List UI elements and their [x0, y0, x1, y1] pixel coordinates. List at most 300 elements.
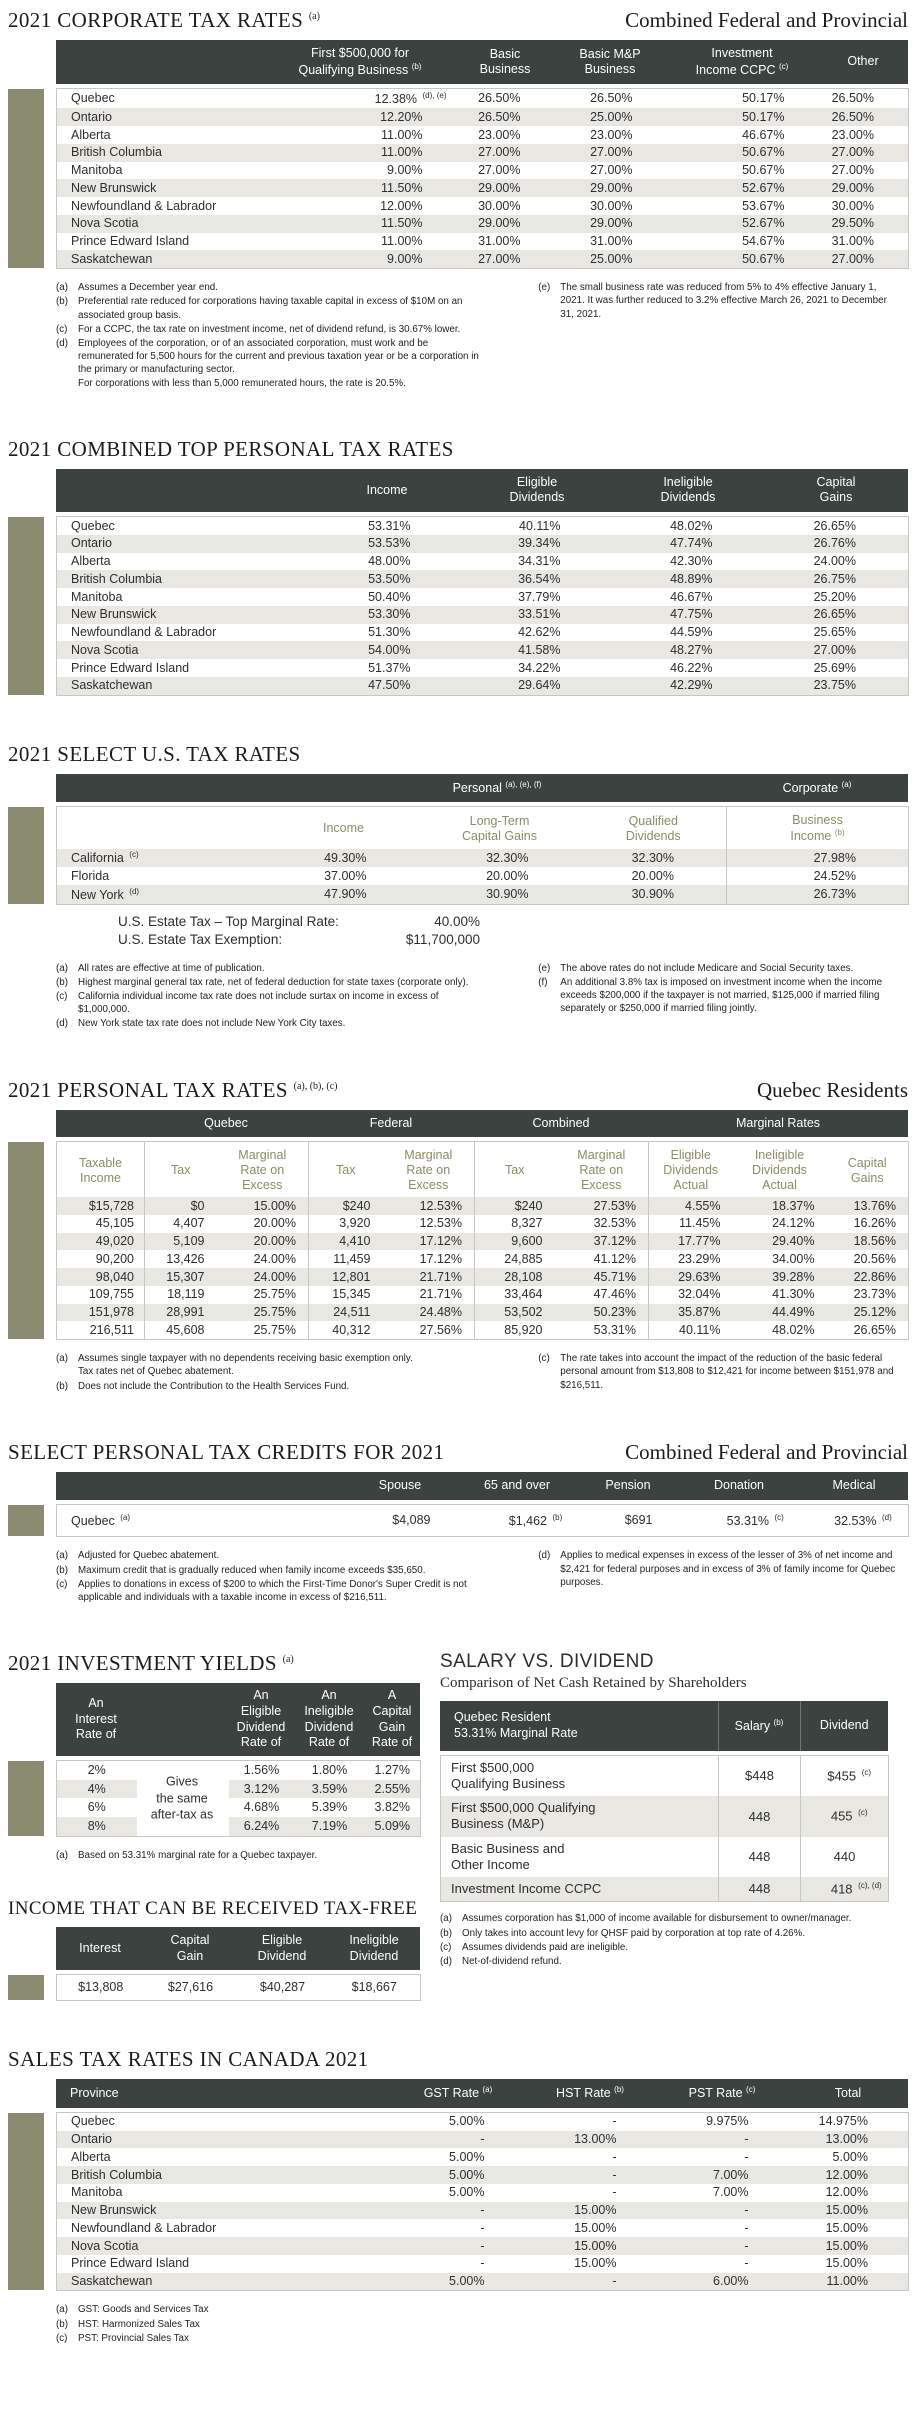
column-header: Income	[269, 807, 419, 849]
us-estate-tax-block	[56, 913, 908, 949]
table-row	[57, 677, 909, 695]
cell: 39.34%	[518, 536, 561, 551]
section-title: SALES TAX RATES IN CANADA 2021	[8, 2047, 369, 2071]
cell: 50.17%	[742, 109, 785, 124]
table-body-holder	[56, 2112, 908, 2292]
footnote-label: (d)	[56, 1018, 68, 1030]
footnote-label: (c)	[56, 990, 68, 1002]
table-body-holder	[56, 1974, 420, 2001]
cell: 27.00%	[831, 163, 874, 178]
column-header: GST Rate $^{(a)}$	[392, 2079, 524, 2108]
table-row	[57, 1268, 909, 1286]
cell: 17.77%	[649, 1233, 733, 1251]
cell: 15.00%	[574, 2203, 617, 2218]
column-header: Combined	[474, 1110, 648, 1138]
table-row	[57, 588, 909, 606]
cell: -	[612, 2149, 617, 2164]
section-header	[8, 437, 908, 462]
cell: 26.75%	[813, 571, 856, 586]
yields-table	[56, 1760, 421, 1837]
cell: 26.50%	[478, 109, 521, 124]
cell: Alberta	[71, 2149, 111, 2164]
footnote	[56, 1380, 492, 1393]
table-row	[57, 641, 909, 659]
cell: 7.19%	[311, 1819, 348, 1834]
cell: 3.12%	[243, 1781, 280, 1796]
section-income-tax-free	[8, 1898, 420, 2001]
cell: 418 $^{(c), (d)}$	[801, 1877, 889, 1902]
column-header: A Capital Gain Rate of	[364, 1683, 420, 1756]
cell: 1.27%	[374, 1762, 410, 1777]
column-header: First $500,000 for Qualifying Business $^{(b)}$	[264, 40, 456, 84]
footnote	[538, 1549, 908, 1589]
cell: 42.30%	[670, 554, 713, 569]
cell: 5.09%	[374, 1819, 410, 1834]
column-header: Marginal Rate on Excess	[555, 1142, 649, 1198]
cell: Manitoba	[71, 2185, 123, 2200]
cell: -	[744, 2203, 749, 2218]
cell: 26.65%	[813, 518, 856, 533]
footnote-text: Employees of the corporation, or of an associated corporation, must work and be remunerated for 5,500 hours for the current and previous taxation year or be a corporation in the primary or manufacturing sector. For corporations with less than 5,000 remunerated hours, the rate is 20.5%.	[78, 337, 479, 389]
section-investment-yields	[8, 1651, 420, 1862]
cell: 54.67%	[742, 234, 785, 249]
cell: 17.12%	[419, 1251, 462, 1266]
cell: 26.50%	[831, 91, 874, 106]
cell: 40,312	[309, 1321, 383, 1339]
cell: 35.87%	[649, 1304, 733, 1322]
cell: 6.24%	[243, 1819, 280, 1834]
section-right-title: Quebec Residents	[756, 1077, 908, 1102]
cell: 6%	[87, 1800, 106, 1815]
cell: 46.67%	[742, 127, 785, 142]
corporate-table	[56, 88, 909, 269]
cell: 26.65%	[853, 1322, 896, 1337]
top-personal-table-body	[57, 517, 909, 696]
cell: New Brunswick	[71, 607, 157, 622]
cell: -	[612, 2185, 617, 2200]
column-header	[57, 807, 269, 849]
footnote-text: Applies to medical expenses in excess of the lesser of 3% of net income and $2,421 for federal purposes and in excess of 3% of family income for Quebec purposes.	[560, 1550, 896, 1588]
footnote	[440, 1927, 888, 1940]
footnote-text: All rates are effective at time of publication.	[78, 962, 265, 974]
table-row	[57, 197, 909, 215]
cell: New Brunswick	[71, 180, 157, 195]
footnotes-right	[538, 1352, 908, 1394]
cell: $4,089	[392, 1513, 431, 1528]
cell: 15.00%	[574, 2220, 617, 2235]
footnote-text: PST: Provincial Sales Tax	[78, 2332, 189, 2344]
footnote-label: (a)	[56, 962, 68, 974]
cell: 151,978	[88, 1305, 134, 1320]
qc-table-body	[57, 1197, 909, 1340]
table-row	[57, 233, 909, 251]
column-header: Taxable Income	[57, 1142, 145, 1198]
column-header: Medical	[800, 1472, 908, 1500]
footnotes-left	[56, 1549, 492, 1605]
cell: 31.00%	[590, 234, 633, 249]
cell: 29.50%	[831, 216, 874, 231]
cell: 32.30%	[486, 850, 529, 865]
footnote-text: The small business rate was reduced from 5% to 4% effective January 1, 2021. It was further reduced to 3.2% effective March 26, 2021 to December 31, 2021.	[560, 282, 887, 320]
olive-tab	[8, 1761, 44, 1836]
cell: 46.67%	[670, 589, 713, 604]
cell: 46.22%	[670, 660, 713, 675]
footnote-label: (c)	[56, 323, 68, 335]
cell: 5.00%	[449, 2167, 485, 2182]
sales-table-header	[56, 2079, 908, 2108]
footnote-label: (b)	[440, 1927, 452, 1939]
footnote-text: New York state tax rate does not include New York City taxes.	[78, 1018, 346, 1030]
cell: 40.11%	[519, 518, 561, 533]
cell: New Brunswick	[71, 2203, 157, 2218]
top-personal-table	[56, 516, 909, 696]
cell: 27.00%	[831, 251, 874, 266]
cell: 44.49%	[772, 1305, 815, 1320]
column-header	[56, 1110, 144, 1138]
table-row	[57, 1304, 909, 1322]
cell: First $500,000 Qualifying Business (M&P)	[451, 1800, 596, 1832]
cell: 21.71%	[419, 1287, 462, 1302]
footnote	[56, 1017, 492, 1030]
column-header: Spouse	[344, 1472, 456, 1500]
table-row	[57, 570, 909, 588]
header-row	[56, 469, 908, 512]
cell: 90,200	[95, 1251, 134, 1266]
cell: 11.50%	[381, 216, 423, 231]
taxfree-table-header	[56, 1927, 420, 1970]
table-row	[57, 1780, 421, 1799]
cell: 45,608	[145, 1321, 217, 1339]
cell: 448	[719, 1877, 801, 1902]
footnote-label: (a)	[56, 1353, 68, 1365]
header-row	[56, 1472, 908, 1500]
footnotes-right	[538, 1549, 908, 1605]
table-body-holder	[440, 1755, 888, 1903]
section-title: 2021 COMBINED TOP PERSONAL TAX RATES	[8, 436, 454, 461]
olive-tab	[8, 89, 44, 268]
cell: 37.12%	[593, 1234, 636, 1249]
footnote-label: (a)	[56, 282, 68, 294]
table-row	[57, 1975, 421, 2001]
footnote-text: For a CCPC, the tax rate on investment income, net of dividend refund, is 30.67% lower.	[78, 323, 461, 335]
column-header: Salary $^{(b)}$	[718, 1701, 800, 1750]
section-right-title: Combined Federal and Provincial	[625, 1439, 908, 1464]
cell: 29.00%	[590, 216, 633, 231]
estate-exemption-value: $11,700,000	[405, 932, 480, 948]
cell: 51.37%	[368, 660, 411, 675]
cell: 4.68%	[243, 1800, 280, 1815]
footnote-text: An additional 3.8% tax is imposed on investment income when the income exceeds $200,000 if the taxpayer is not married, $125,000 if married filing separately or $250,000 if married filing jointly.	[560, 976, 883, 1015]
column-header: Investment Income CCPC $^{(c)}$	[666, 40, 818, 84]
cell: 50.17%	[742, 91, 785, 106]
column-header: Ineligible Dividends	[612, 469, 764, 512]
cell: California $^{(c)}$	[71, 850, 139, 866]
footnote-label: (b)	[56, 296, 68, 308]
table-row	[57, 1197, 909, 1215]
cell: 5.00%	[449, 2274, 485, 2289]
two-column-area	[8, 1651, 908, 2001]
cell: 47.90%	[324, 887, 367, 902]
cell: 47.74%	[670, 536, 713, 551]
column-header: 65 and over	[456, 1472, 578, 1500]
cell: Prince Edward Island	[71, 234, 190, 249]
cell: Ontario	[71, 536, 112, 551]
cell: 9,600	[475, 1233, 555, 1251]
qc-table-group-header	[56, 1110, 908, 1138]
cell: 13.76%	[853, 1198, 896, 1213]
cell: 14.975%	[818, 2114, 868, 2129]
cell: 26.50%	[590, 91, 633, 106]
table-row	[57, 2166, 909, 2184]
cell: 52.67%	[742, 180, 785, 195]
cell: 5.00%	[449, 2185, 485, 2200]
cell: 1.80%	[311, 1762, 348, 1777]
footnote-text: Does not include the Contribution to the Health Services Fund.	[78, 1380, 350, 1392]
cell: British Columbia	[71, 2167, 163, 2182]
cell: $691	[624, 1513, 653, 1528]
cell: 48.02%	[772, 1322, 815, 1337]
cell: 50.67%	[742, 251, 785, 266]
olive-tab	[8, 1142, 44, 1339]
cell: 40.11%	[649, 1321, 733, 1339]
footnote-label: (c)	[56, 2332, 68, 2344]
cell: 25.75%	[253, 1322, 296, 1337]
cell: 45,105	[95, 1216, 134, 1231]
table-row	[57, 553, 909, 571]
cell: 28,991	[145, 1304, 217, 1322]
cell: 41.30%	[772, 1287, 815, 1302]
table-row	[57, 2255, 909, 2273]
cell: Prince Edward Island	[71, 2256, 190, 2271]
cell: 53.53%	[368, 536, 411, 551]
table-row	[57, 108, 909, 126]
cell: British Columbia	[71, 571, 163, 586]
cell: 2%	[87, 1762, 106, 1777]
table-body-holder	[56, 1141, 908, 1340]
yields-table-body	[57, 1760, 421, 1836]
cell: 27.98%	[727, 849, 909, 868]
cell: Manitoba	[71, 589, 123, 604]
column-header: An Ineligible Dividend Rate of	[294, 1683, 364, 1756]
cell: -	[744, 2238, 749, 2253]
cell: Newfoundland & Labrador	[71, 198, 217, 213]
footnote-text: GST: Goods and Services Tax	[78, 2304, 209, 2316]
footnote	[56, 1578, 492, 1604]
column-header: Eligible Dividend	[236, 1927, 328, 1970]
table-row	[57, 2112, 909, 2130]
estate-tax-rate-row	[118, 913, 908, 931]
footnote	[440, 1941, 888, 1954]
footnote-label: (e)	[538, 962, 551, 974]
table-row	[57, 1504, 909, 1537]
cell: 24,511	[309, 1304, 383, 1322]
cell: 5.00%	[449, 2114, 485, 2129]
cell: 23.00%	[478, 127, 521, 142]
cell: 18,119	[145, 1286, 217, 1304]
table-row	[57, 215, 909, 233]
cell: 53.30%	[368, 607, 411, 622]
cell: 21.71%	[419, 1269, 462, 1284]
cell: 25.75%	[253, 1305, 296, 1320]
credits-table	[56, 1504, 909, 1538]
cell: -	[612, 2167, 617, 2182]
column-header: Other	[818, 40, 908, 84]
footnote	[538, 1352, 908, 1392]
table-row	[57, 1817, 421, 1836]
credits-table-header	[56, 1472, 908, 1500]
cell: 8,327	[475, 1215, 555, 1233]
table-body-holder	[56, 516, 908, 696]
cell: 48.27%	[670, 642, 713, 657]
cell: 18.56%	[853, 1234, 896, 1249]
cell: 5.39%	[311, 1800, 348, 1815]
column-header	[56, 40, 264, 84]
table-row	[57, 1321, 909, 1339]
cell: 29.40%	[772, 1234, 815, 1249]
cell: -	[480, 2238, 485, 2253]
cell: 49,020	[95, 1234, 134, 1249]
olive-tab	[8, 1975, 44, 2000]
table-row	[57, 535, 909, 553]
section-title: 2021 PERSONAL TAX RATES $^{(a), (b), (c)}$	[8, 1077, 338, 1102]
cell: 26.50%	[478, 91, 521, 106]
footnote-label: (a)	[56, 2304, 68, 2316]
section-header	[8, 1078, 908, 1103]
table-area	[8, 1110, 908, 1341]
cell: 50.67%	[742, 145, 785, 160]
column-header: Capital Gains	[827, 1142, 909, 1198]
footnote	[56, 1549, 492, 1562]
right-column	[440, 1651, 888, 2001]
cell: 22.86%	[853, 1269, 896, 1284]
cell: $27,616	[167, 1980, 214, 1995]
header-row	[56, 40, 908, 84]
table-row	[57, 126, 909, 144]
table-row	[57, 2148, 909, 2166]
cell: Nova Scotia	[71, 216, 139, 231]
cell: 23.73%	[853, 1287, 896, 1302]
cell: 41.58%	[518, 642, 561, 657]
cell: 24.52%	[727, 867, 909, 885]
cell: 53,502	[475, 1304, 555, 1322]
cell: 42.62%	[518, 625, 561, 640]
cell: -	[612, 2274, 617, 2289]
cell: -	[480, 2203, 485, 2218]
footnote-label: (b)	[56, 2318, 68, 2330]
cell: 30.90%	[631, 887, 674, 902]
cell: 15.00%	[825, 2220, 868, 2235]
footnote	[56, 1849, 420, 1862]
taxfree-table-body	[57, 1975, 421, 2001]
column-header: Tax	[145, 1142, 217, 1198]
table-area	[8, 1472, 908, 1538]
column-header: Dividend	[800, 1701, 888, 1750]
cell: 18.37%	[772, 1198, 815, 1213]
cell: 20.56%	[853, 1251, 896, 1266]
column-header: Ineligible Dividends Actual	[733, 1142, 827, 1198]
column-header: Basic Business	[456, 40, 554, 84]
cell: 33.51%	[518, 607, 561, 622]
cell: $1,462 $^{(b)}$	[508, 1512, 563, 1528]
footnotes-right	[538, 962, 908, 1032]
footnotes	[8, 962, 908, 1032]
footnote	[56, 2318, 908, 2331]
cell: 48.02%	[670, 518, 713, 533]
table-body-holder	[56, 1760, 420, 1837]
cell: 12.53%	[419, 1198, 462, 1213]
footnote	[56, 281, 492, 294]
footnote-text: California individual income tax rate does not include surtax on income in excess of $1,000,000.	[78, 990, 439, 1016]
cell: 27.00%	[590, 145, 633, 160]
table-area	[8, 40, 908, 269]
column-header: Donation	[678, 1472, 800, 1500]
cell: 4,410	[309, 1233, 383, 1251]
cell: Alberta	[71, 554, 111, 569]
cell: 24.12%	[772, 1216, 815, 1231]
salary-table-header	[440, 1701, 888, 1750]
us-table-group-header	[56, 774, 908, 803]
footnote	[56, 976, 492, 989]
footnote-label: (e)	[538, 282, 551, 294]
cell: 50.67%	[742, 163, 785, 178]
cell: 52.67%	[742, 216, 785, 231]
table-row	[57, 517, 909, 535]
footnote-label: (c)	[440, 1941, 452, 1953]
table-area	[8, 774, 908, 950]
column-header: Tax	[309, 1142, 383, 1198]
cell: 51.30%	[368, 625, 411, 640]
section-title: 2021 INVESTMENT YIELDS $^{(a)}$	[8, 1651, 294, 1676]
footnote-text: The rate takes into account the impact of the reduction of the basic federal personal amount from $13,808 to $12,421 for income between $151,978 and $216,511.	[560, 1353, 894, 1391]
cell: 15.00%	[825, 2203, 868, 2218]
cell: 24.48%	[419, 1305, 462, 1320]
subheader-row	[57, 807, 909, 849]
cell: 4.55%	[649, 1197, 733, 1215]
section-right-title: Combined Federal and Provincial	[625, 8, 908, 32]
cell: 12.53%	[419, 1216, 462, 1231]
group-header-row	[56, 1110, 908, 1138]
cell: Quebec $^{(a)}$	[71, 1512, 131, 1528]
column-header: Basic M&P Business	[554, 40, 666, 84]
cell: 3.82%	[374, 1800, 410, 1815]
footnote	[56, 337, 492, 390]
cell: 15.00%	[253, 1198, 296, 1213]
section-title: SALARY VS. DIVIDEND	[440, 1651, 654, 1673]
olive-tab	[8, 807, 44, 904]
cell: 34.31%	[518, 554, 561, 569]
footnotes	[8, 1849, 420, 1862]
salary-table-body	[441, 1755, 889, 1902]
table-row	[57, 1798, 421, 1817]
column-header: Corporate $^{(a)}$	[726, 774, 908, 803]
cell: 7.00%	[713, 2167, 749, 2182]
section-title: SELECT PERSONAL TAX CREDITS FOR 2021	[8, 1439, 445, 1464]
table-row	[57, 2131, 909, 2149]
footnote-text: Highest marginal general tax rate, net of federal deduction for state taxes (corporate only).	[78, 976, 469, 988]
table-row	[57, 2273, 909, 2291]
footnote-text: HST: Harmonized Sales Tax	[78, 2318, 200, 2330]
footnote-label: (b)	[56, 976, 68, 988]
section-title: 2021 CORPORATE TAX RATES $^{(a)}$	[8, 8, 320, 32]
section-header	[8, 1440, 908, 1465]
column-header: PST Rate $^{(c)}$	[656, 2079, 788, 2108]
column-header	[56, 469, 312, 512]
cell: 26.76%	[813, 536, 856, 551]
cell: 13,426	[145, 1250, 217, 1268]
cell: 47.75%	[670, 607, 713, 622]
footnotes-left	[56, 1352, 492, 1394]
section-header	[8, 2047, 908, 2072]
